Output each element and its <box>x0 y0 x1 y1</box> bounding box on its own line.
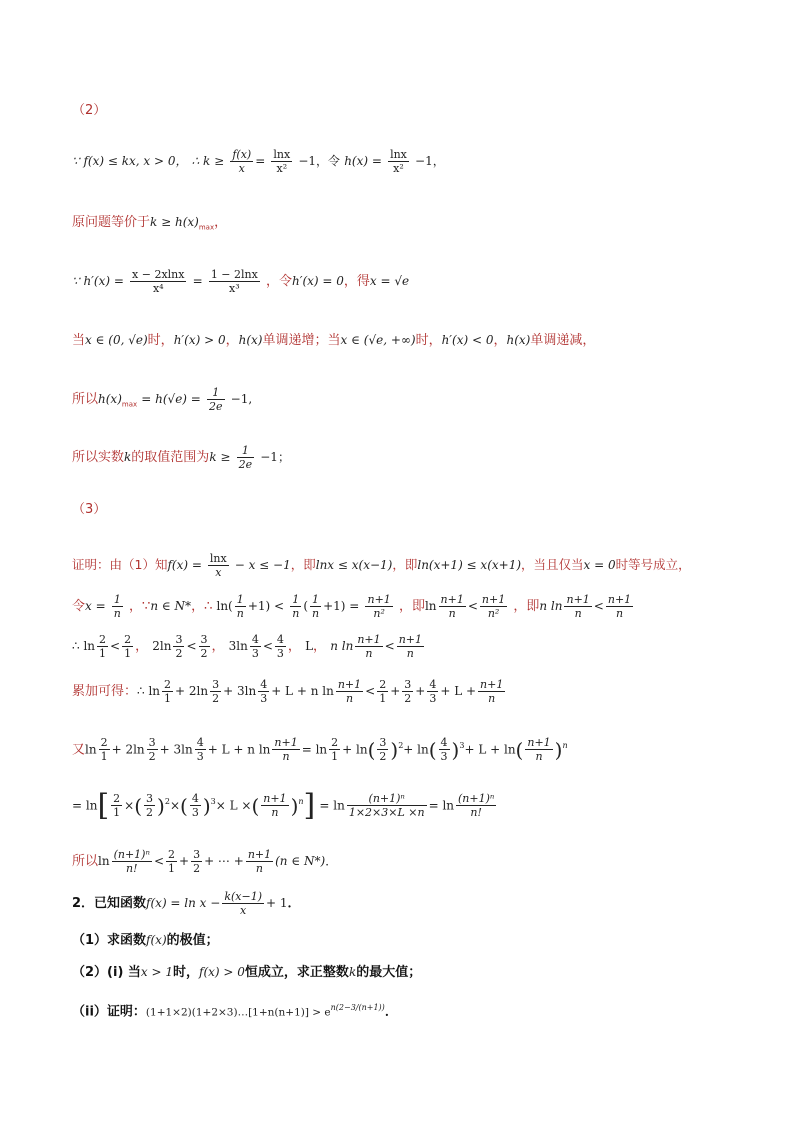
fraction: $\frac{2}{1}$ <box>113 792 121 820</box>
part3-line3: ∴ ln $\frac{2}{1}$ < $\frac{2}{1}$ ， 2ln $\frac{3}{2}$ < $\frac{3}{2}$ ， 3ln $\frac{4}{3}$ < $\frac{4}{3}$ ， L， n ln $\frac{n+1}{n}$ < $\frac{n+1}{n}$ <box>72 633 422 660</box>
part2-line3: ∵ h′(x) = $\frac{x - 2xlnx}{\text{x⁴}}$ = $\frac{1 - 2\ln x}{\text{x³}}$ ，令h′(x) = 0，得x = √e <box>72 268 410 295</box>
fraction: $\frac{n+1}{n}$ <box>480 678 504 705</box>
part3-line6: = ln[ $\frac{2}{1}$ ×( $\frac{3}{2}$ )$^2$×( $\frac{4}{3}$ )$^3$× L ×( $\frac{n+1}{n}$ )$^n$] = ln $\frac{\text{(n+1)ⁿ}}{1\times 2\times 3\times L \times n}$ = ln $\frac{\text{(n+1)ⁿ}}{n!}$ <box>72 787 495 823</box>
fraction: $\frac{2}{1}$ <box>164 678 172 705</box>
fraction: $\frac{3}{2}$ <box>175 633 183 660</box>
fraction: $\frac{n+1}{n}$ <box>566 593 590 620</box>
fraction: $\frac{\text{(n+1)ⁿ}}{n!}$ <box>458 792 495 820</box>
part3-line4: 累加可得：∴ ln $\frac{2}{1}$ + 2ln $\frac{3}{2}$ + 3ln $\frac{4}{3}$ + L + n ln $\frac{n+1}{n}$ < $\frac{2}{1}$ + $\frac{3}{2}$ + $\frac{4}{3}$ + L + $\frac{n+1}{n}$ <box>72 678 504 705</box>
fraction: $\frac{3}{2}$ <box>379 736 387 764</box>
part2-line5: 所以$h(x)_{max} = h(√e)$ = $\frac{1}{2e}$ −1, <box>72 386 253 413</box>
fraction: $\frac{n+1}{n}$ <box>607 593 632 620</box>
fraction: $\frac{1}{2e}$ <box>209 386 223 413</box>
fraction: $\frac{n+1}{n}$ <box>527 736 551 764</box>
fraction: $\frac{1}{2e}$ <box>238 444 253 471</box>
part2-label: （2） <box>72 103 107 118</box>
part3-line7: 所以ln $\frac{\text{(n+1)ⁿ}}{n!}$ < $\frac{2}{1}$ + $\frac{3}{2}$ + ⋯ + $\frac{n+1}{n}$ (n ∈ N*)． <box>72 848 338 875</box>
fraction: $\frac{2}{1}$ <box>124 633 132 660</box>
problem2-sub3: （ii）证明：(1+1×2)(1+2×3)…[1+n(n+1)] > $e^{n(2-3/(n+1))}$． <box>72 1003 398 1020</box>
fraction: $\frac{n+1}{n}$ <box>274 736 298 764</box>
fraction: $\frac{2}{1}$ <box>99 633 107 660</box>
fraction: $\frac{n+1}{n}$ <box>337 678 362 705</box>
fraction: $\frac{\ln x}{\text{x²}}$ <box>273 148 291 175</box>
fraction: $\frac{k(x-1)}{x}$ <box>224 890 262 917</box>
fraction: $\frac{4}{3}$ <box>191 792 199 820</box>
fraction: $\frac{f(x)}{x}$ <box>232 148 252 175</box>
part3-line5: 又ln $\frac{2}{1}$ + 2ln $\frac{3}{2}$ + 3ln $\frac{4}{3}$ + L + n ln $\frac{n+1}{n}$ = ln $\frac{2}{1}$ + ln( $\frac{3}{2}$ )$^2$+ ln( $\frac{4}{3}$ )$^3$+ L + ln( $\frac{n+1}{n}$ )$^n$ <box>72 736 568 764</box>
fraction: $\frac{1 - 2\ln x}{\text{x³}}$ <box>210 268 258 295</box>
fraction: $\frac{n+1}{\text{n²}}$ <box>367 593 391 620</box>
part2-line4: 当x ∈ (0, √e)时，h′(x) > 0，h(x)单调递增；当x ∈ (√e, +∞)时，h′(x) < 0，h(x)单调递减， <box>72 333 596 348</box>
fraction: $\frac{2}{1}$ <box>100 736 108 764</box>
fraction: $\frac{4}{3}$ <box>440 736 448 764</box>
fraction: $\frac{4}{3}$ <box>196 736 204 764</box>
fraction: $\frac{4}{3}$ <box>251 633 259 660</box>
fraction: $\frac{n+1}{n}$ <box>440 593 464 620</box>
fraction: $\frac{2}{1}$ <box>379 678 387 705</box>
part3-label: （3） <box>72 502 107 517</box>
fraction: $\frac{1}{n}$ <box>292 593 300 620</box>
fraction: $\frac{x - 2xlnx}{\text{x⁴}}$ <box>132 268 185 295</box>
fraction: $\frac{\ln x}{\text{x²}}$ <box>390 148 407 175</box>
fraction: $\frac{\ln x}{x}$ <box>209 552 227 579</box>
fraction: $\frac{n+1}{n}$ <box>357 633 381 660</box>
fraction: $\frac{2}{1}$ <box>168 848 175 875</box>
fraction: $\frac{1}{n}$ <box>236 593 244 620</box>
part2-line6: 所以实数k的取值范围为k ≥ $\frac{1}{2e}$ −1； <box>72 444 290 471</box>
fraction: $\frac{3}{2}$ <box>212 678 220 705</box>
problem2-sub2: （2）(i) 当x > 1时，f(x) > 0恒成立，求正整数k的最大值； <box>72 965 422 980</box>
fraction: $\frac{\text{(n+1)ⁿ}}{n!}$ <box>113 848 150 875</box>
fraction: $\frac{1}{n}$ <box>113 593 121 620</box>
fraction: $\frac{3}{2}$ <box>200 633 208 660</box>
problem2-question: 2．已知函数f(x) = ln x − $\frac{k(x-1)}{x}$ + 1． <box>72 890 301 917</box>
fraction: $\frac{4}{3}$ <box>429 678 437 705</box>
fraction: $\frac{4}{3}$ <box>276 633 284 660</box>
fraction: $\frac{4}{3}$ <box>260 678 268 705</box>
fraction: $\frac{n+1}{n}$ <box>398 633 422 660</box>
fraction: $\frac{3}{2}$ <box>404 678 412 705</box>
fraction: $\frac{1}{n}$ <box>312 593 320 620</box>
fraction: $\frac{n+1}{\text{n²}}$ <box>481 593 506 620</box>
fraction: $\frac{3}{2}$ <box>146 792 154 820</box>
part2-line1: ∵ f(x) ≤ kx, x > 0， ∴ k ≥ $\frac{f(x)}{x}$ = $\frac{\ln x}{\text{x²}}$ −1，令 h(x) = $\frac{\ln x}{\text{x²}}$ −1， <box>72 148 445 175</box>
part3-line2: 令x = $\frac{1}{n}$ ，∵n ∈ N*，∴ ln( $\frac{1}{n}$ +1) < $\frac{1}{n}$ ( $\frac{1}{n}$ +1) = $\frac{n+1}{\text{n²}}$ ，即ln $\frac{n+1}{n}$ < $\frac{n+1}{\text{n²}}$ ，即n ln $\frac{n+1}{n}$ < $\frac{n+1}{n}$ <box>72 593 632 620</box>
part3-line1: 证明：由（1）知f(x) = $\frac{\ln x}{x}$ − x ≤ −1，即lnx ≤ x(x−1)，即ln(x+1) ≤ x(x+1)，当且仅当x = 0时等号成立， <box>72 552 691 579</box>
fraction: $\frac{3}{2}$ <box>193 848 201 875</box>
fraction: $\frac{\text{(n+1)ⁿ}}{1\times 2\times 3\times L \times n}$ <box>348 792 425 820</box>
fraction: $\frac{3}{2}$ <box>148 736 156 764</box>
fraction: $\frac{n+1}{n}$ <box>263 792 287 820</box>
part2-line2: 原问题等价于$k \ge h(x)_{max}$， <box>72 215 228 232</box>
fraction: $\frac{n+1}{n}$ <box>247 848 272 875</box>
fraction: $\frac{2}{1}$ <box>331 736 339 764</box>
problem2-sub1: （1）求函数f(x)的极值； <box>72 933 219 948</box>
